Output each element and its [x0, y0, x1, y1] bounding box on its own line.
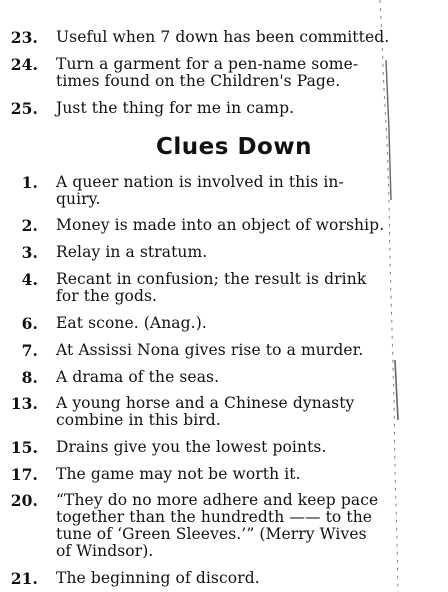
clue-number: 6. [21, 314, 38, 333]
clues-down-heading: Clues Down [156, 134, 312, 160]
clue-number: 17. [10, 465, 38, 484]
clue-number: 8. [21, 368, 38, 387]
clue-number: 20. [10, 491, 38, 510]
clue-number: 24. [10, 55, 38, 74]
clue-text: A young horse and a Chinese dynasty combine in this bird. [56, 394, 355, 429]
clue-number: 25. [10, 99, 38, 118]
clue-text: Money is made into an object of worship. [56, 216, 385, 234]
clue-text: A queer nation is involved in this in- quiry. [56, 173, 344, 208]
clue-text: Recant in confusion; the result is drink for the gods. [56, 270, 367, 305]
clue-text: A drama of the seas. [56, 368, 220, 386]
clue-number: 4. [21, 270, 38, 289]
clue-number: 13. [10, 394, 38, 413]
clue-text: Just the thing for me in camp. [56, 99, 295, 117]
clue-text: Eat scone. (Anag.). [56, 314, 207, 332]
clue-text: Turn a garment for a pen-name some- times found on the Children's Page. [56, 55, 359, 90]
clue-text: Relay in a stratum. [56, 243, 208, 261]
clue-number: 1. [21, 173, 38, 192]
clue-number: 3. [21, 243, 38, 262]
clue-text: Useful when 7 down has been committed. [56, 28, 390, 46]
clue-number: 21. [10, 569, 38, 588]
clue-text: The game may not be worth it. [56, 465, 301, 483]
clue-number: 7. [21, 341, 38, 360]
clue-text: The beginning of discord. [56, 569, 260, 587]
clue-number: 23. [10, 28, 38, 47]
clue-text: At Assissi Nona gives rise to a murder. [56, 341, 364, 359]
clue-number: 15. [10, 438, 38, 457]
clue-number: 2. [21, 216, 38, 235]
clue-text: “They do no more adhere and keep pace together than the hundredth —— to the tune of ‘Green Sleeves.’” (Merry Wives of Windsor). [56, 491, 379, 560]
clue-text: Drains give you the lowest points. [56, 438, 327, 456]
